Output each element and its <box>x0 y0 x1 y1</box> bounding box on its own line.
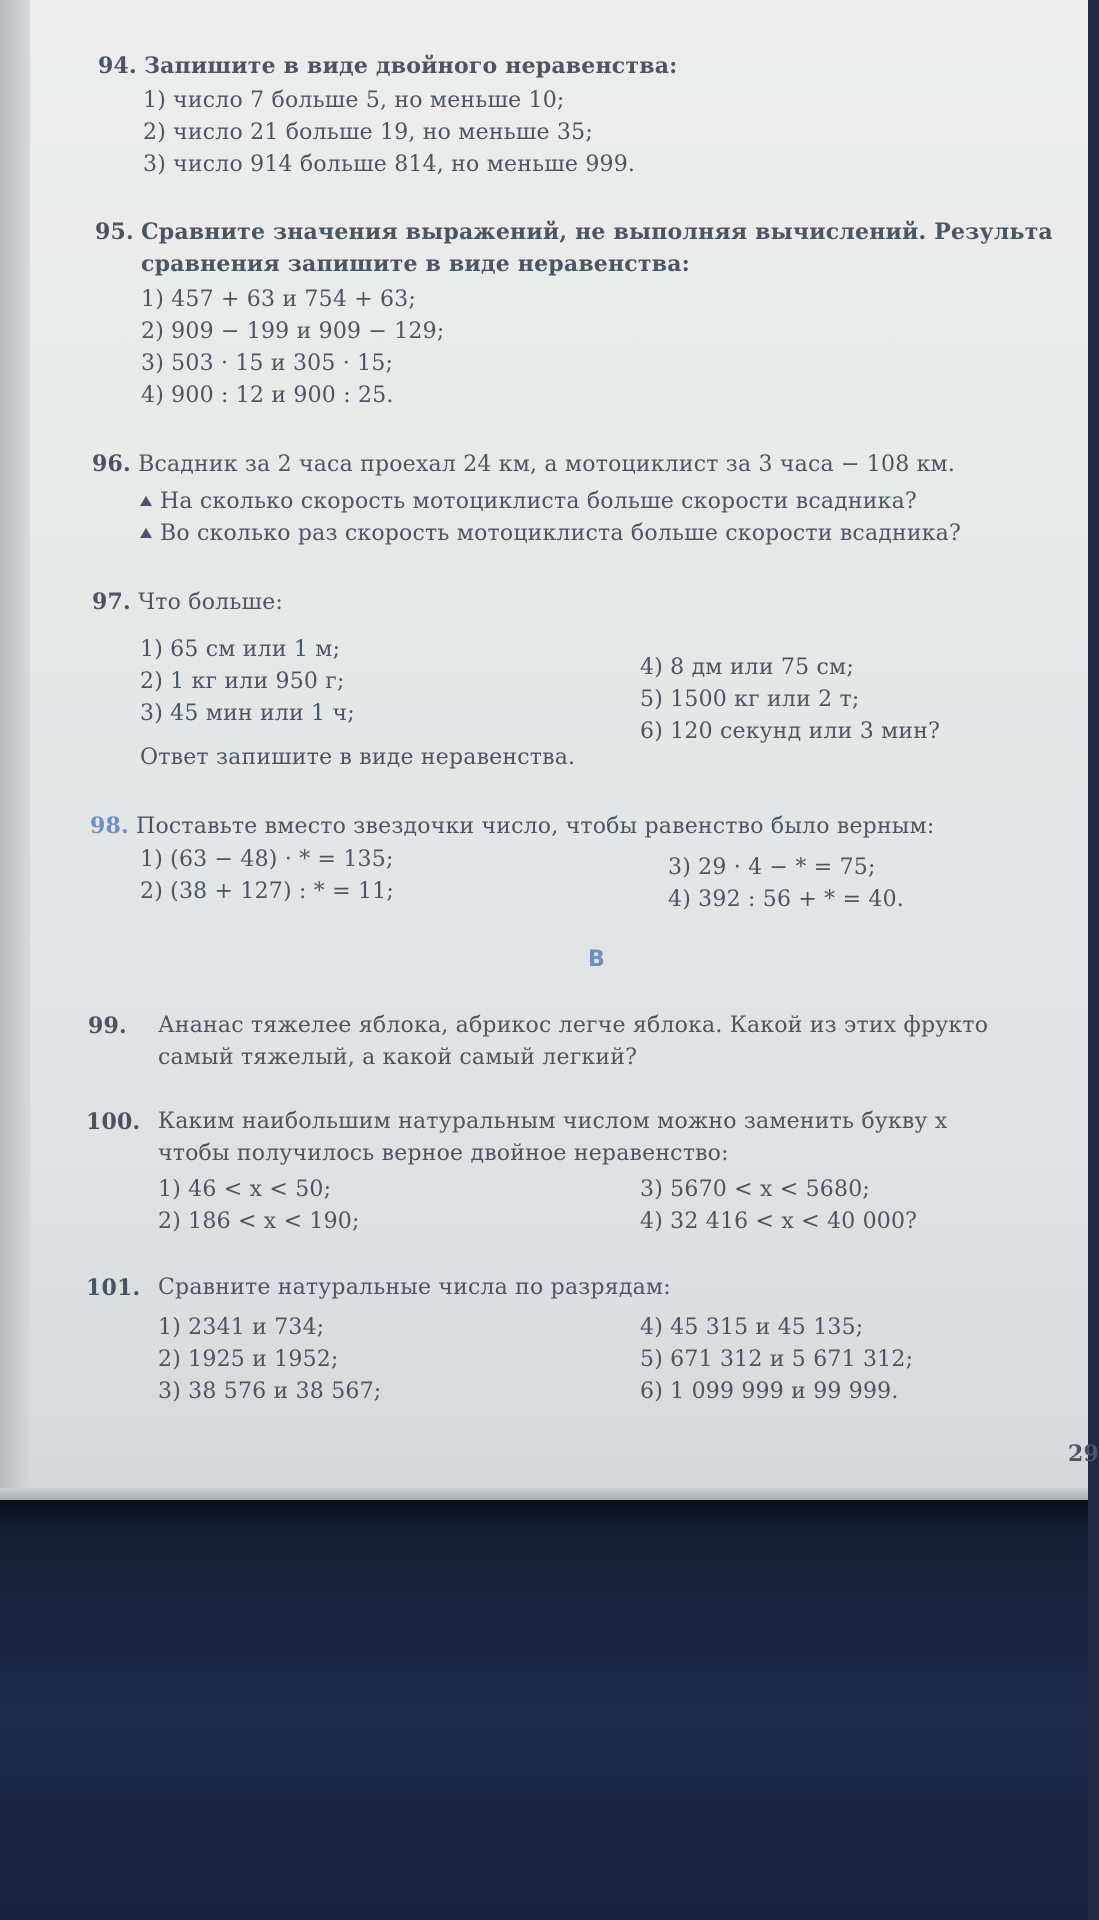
background-carpet <box>0 1500 1088 1920</box>
problem-96-heading <box>92 450 955 479</box>
problem-98-heading <box>90 812 934 841</box>
problem-title-cont: сравнения запишите в виде неравенства: <box>141 251 690 277</box>
problem-title: Всадник за 2 часа проехал 24 км, а мотоциклист за 3 часа − 108 км. <box>138 452 956 477</box>
page-shadow <box>0 1500 1088 1530</box>
question-2 <box>140 520 961 548</box>
list-item: 1) 2341 и 734; <box>158 1315 325 1340</box>
list-item: 2) 1 кг или 950 г; <box>140 669 345 694</box>
triangle-bullet-icon <box>140 496 152 506</box>
problem-101-heading <box>86 1274 140 1303</box>
problem-97-heading <box>92 588 283 617</box>
problem-text: Ананас тяжелее яблока, абрикос легче яблока. Какой из этих фрукто <box>158 1013 989 1038</box>
list-item: 2) 909 − 199 и 909 − 129; <box>141 319 445 344</box>
page-bottom-edge <box>0 1488 1088 1500</box>
answer-note: Ответ запишите в виде неравенства. <box>140 745 576 770</box>
problem-number: 99. <box>88 1013 127 1039</box>
problem-99-heading <box>88 1012 127 1041</box>
list-item: 1) 65 см или 1 м; <box>140 637 341 662</box>
list-item: 2) (38 + 127) : * = 11; <box>140 879 394 904</box>
list-item: 1) число 7 больше 5, но меньше 10; <box>143 88 565 113</box>
section-label: В <box>588 947 605 972</box>
list-item: 5) 671 312 и 5 671 312; <box>640 1347 914 1372</box>
problem-95-heading <box>95 218 1053 247</box>
list-item: 1) 46 < x < 50; <box>158 1177 332 1202</box>
problem-text: Каким наибольшим натуральным числом можно заменить букву x <box>158 1109 948 1134</box>
problem-number: 95. <box>95 219 134 245</box>
problem-number: 96. <box>92 451 131 477</box>
problem-number: 97. <box>92 589 131 615</box>
question-1 <box>140 488 917 516</box>
list-item: 1) (63 − 48) · * = 135; <box>140 847 394 872</box>
list-item: 2) 1925 и 1952; <box>158 1347 339 1372</box>
page-spine <box>0 0 30 1500</box>
list-item: 3) 29 · 4 − * = 75; <box>668 855 876 880</box>
triangle-bullet-icon <box>140 528 152 538</box>
list-item: 3) число 914 больше 814, но меньше 999. <box>143 152 636 177</box>
list-item: 4) 32 416 < x < 40 000? <box>640 1209 918 1234</box>
problem-94-heading <box>98 52 677 81</box>
list-item: 4) 8 дм или 75 см; <box>640 655 854 680</box>
list-item: 3) 38 576 и 38 567; <box>158 1379 382 1404</box>
list-item: 3) 45 мин или 1 ч; <box>140 701 355 726</box>
list-item: 4) 392 : 56 + * = 40. <box>668 887 904 912</box>
list-item: 2) 186 < x < 190; <box>158 1209 360 1234</box>
problem-text-cont: чтобы получилось верное двойное неравенство: <box>158 1141 729 1166</box>
list-item: 3) 5670 < x < 5680; <box>640 1177 871 1202</box>
problem-title: Поставьте вместо звездочки число, чтобы равенство было верным: <box>136 814 935 839</box>
problem-number-highlighted: 98. <box>90 813 129 839</box>
list-item: 2) число 21 больше 19, но меньше 35; <box>143 120 593 145</box>
problem-number: 100. <box>86 1109 141 1135</box>
problem-title: Сравните натуральные числа по разрядам: <box>158 1275 671 1300</box>
list-item: 3) 503 · 15 и 305 · 15; <box>141 351 394 376</box>
list-item: 1) 457 + 63 и 754 + 63; <box>141 287 417 312</box>
problem-number: 101. <box>86 1275 141 1301</box>
list-item: 6) 120 секунд или 3 мин? <box>640 719 941 744</box>
list-item: 6) 1 099 999 и 99 999. <box>640 1379 899 1404</box>
question-text: Во сколько раз скорость мотоциклиста больше скорости всадника? <box>160 521 961 546</box>
question-text: На сколько скорость мотоциклиста больше скорости всадника? <box>160 489 917 514</box>
list-item: 4) 45 315 и 45 135; <box>640 1315 864 1340</box>
problem-title: Сравните значения выражений, не выполняя вычислений. Результа <box>141 219 1053 245</box>
list-item: 4) 900 : 12 и 900 : 25. <box>141 383 394 408</box>
problem-number: 94. <box>98 53 137 79</box>
page-number: 29 <box>1068 1441 1099 1467</box>
list-item: 5) 1500 кг или 2 т; <box>640 687 860 712</box>
problem-title: Запишите в виде двойного неравенства: <box>144 53 678 79</box>
problem-title: Что больше: <box>138 590 284 615</box>
problem-text-cont: самый тяжелый, а какой самый легкий? <box>158 1045 638 1070</box>
problem-100-heading <box>86 1108 140 1137</box>
